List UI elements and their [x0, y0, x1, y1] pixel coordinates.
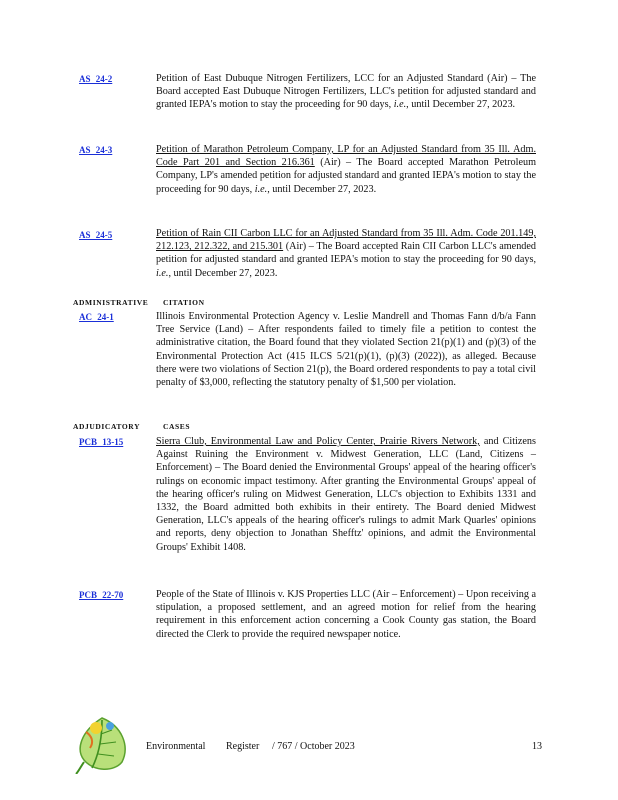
section-heading-adjudicatory: ADJUDICATORY	[73, 422, 141, 431]
entry-text-pcb-13-15: Sierra Club, Environmental Law and Policy Center, Prairie Rivers Network, and Citizens Against Ruining the Environment v. Midwest Generation, LLC (Land, Citizens – Enforcement) – The Board denied the Environmental Groups' appeal of the hearing officer's rulings on economic impact testimony. After granting the Environmental Groups' appeal of the hearing officer's ruling on Midwest Generation, LLC's objection to Exhibits 1331 and 1332, the Board admitted both exhibits in their entirety. The Board denied Midwest Generation, LLC's appeals of the hearing officer's rulings to admit Mark Quarles' opinions and reports, deny objection to Jonathan Shefftz' opinions, and admit the Environmental Groups' Exhibit 1408.	[156, 436, 536, 553]
case-link-as-24-2[interactable]: AS 24-2	[79, 74, 113, 84]
footer-issue: / 767 / October 2023	[272, 741, 355, 752]
case-link-ac-24-1[interactable]: AC 24-1	[79, 312, 114, 322]
footer-register: Register	[226, 741, 260, 752]
page-number: 13	[532, 741, 542, 752]
case-link-as-24-3[interactable]: AS 24-3	[79, 145, 113, 155]
entry-text: Petition of East Dubuque Nitrogen Fertilizers, LCC for an Adjusted Standard (Air) – The Board accepted East Dubuque Nitrogen Fertilizers, LLC's petition for adjusted standard and granted IEPA's motion to stay the proceeding for 90 days, i.e., until December 27, 2023.	[156, 73, 536, 111]
footer-publication: Environmental	[146, 741, 206, 752]
entry-text: Petition of Rain CII Carbon LLC for an Adjusted Standard from 35 Ill. Adm. Code 201.149, 212.123, 212.322, and 215.301 (Air) – The Board accepted Rain CII Carbon LLC's amended petition for adjusted standard and granted IEPA's motion to stay the proceeding for 90 days, i.e., until December 27, 2023.	[156, 228, 536, 279]
case-link-as-24-5[interactable]: AS 24-5	[79, 230, 113, 240]
entry-text: Petition of Marathon Petroleum Company, LP for an Adjusted Standard from 35 Ill. Adm. Code Part 201 and Section 216.361 (Air) – The Board accepted Marathon Petroleum Company, LP's amended petition for adjusted standard and granted IEPA's motion to stay the proceeding for 90 days, i.e., until December 27, 2023.	[156, 144, 536, 195]
case-link-pcb-22-70[interactable]: PCB 22-70	[79, 590, 124, 600]
entry-text-pcb-22-70: People of the State of Illinois v. KJS Properties LLC (Air – Enforcement) – Upon receiving a stipulation, a proposed settlement, and an agreed motion for relief from the hearing requirement in this enforcement action concerning a Cook County gas station, the Board directed the Clerk to provide the required newspaper notice.	[156, 589, 536, 640]
section-heading-cases: CASES	[163, 422, 191, 431]
entry-text-ac-24-1: Illinois Environmental Protection Agency v. Leslie Mandrell and Thomas Fann d/b/a Fann Tree Service (Land) – After respondents failed to timely file a petition to contest the administrative citation, the Board found that they violated Section 21(p)(1) and (p)(3) of the Environmental Protection Act (415 ILCS 5/21(p)(1), (p)(3) (2022)), as alleged. Because there were two violations of Section 21(p), the Board ordered respondents to pay a total civil penalty of $3,000, reflecting the statutory penalty of $1,500 per violation.	[156, 311, 536, 389]
leaf-logo-icon	[72, 712, 132, 774]
section-heading-administrative: ADMINISTRATIVE	[73, 298, 149, 307]
section-heading-citation: CITATION	[163, 298, 205, 307]
case-link-pcb-13-15[interactable]: PCB 13-15	[79, 437, 124, 447]
